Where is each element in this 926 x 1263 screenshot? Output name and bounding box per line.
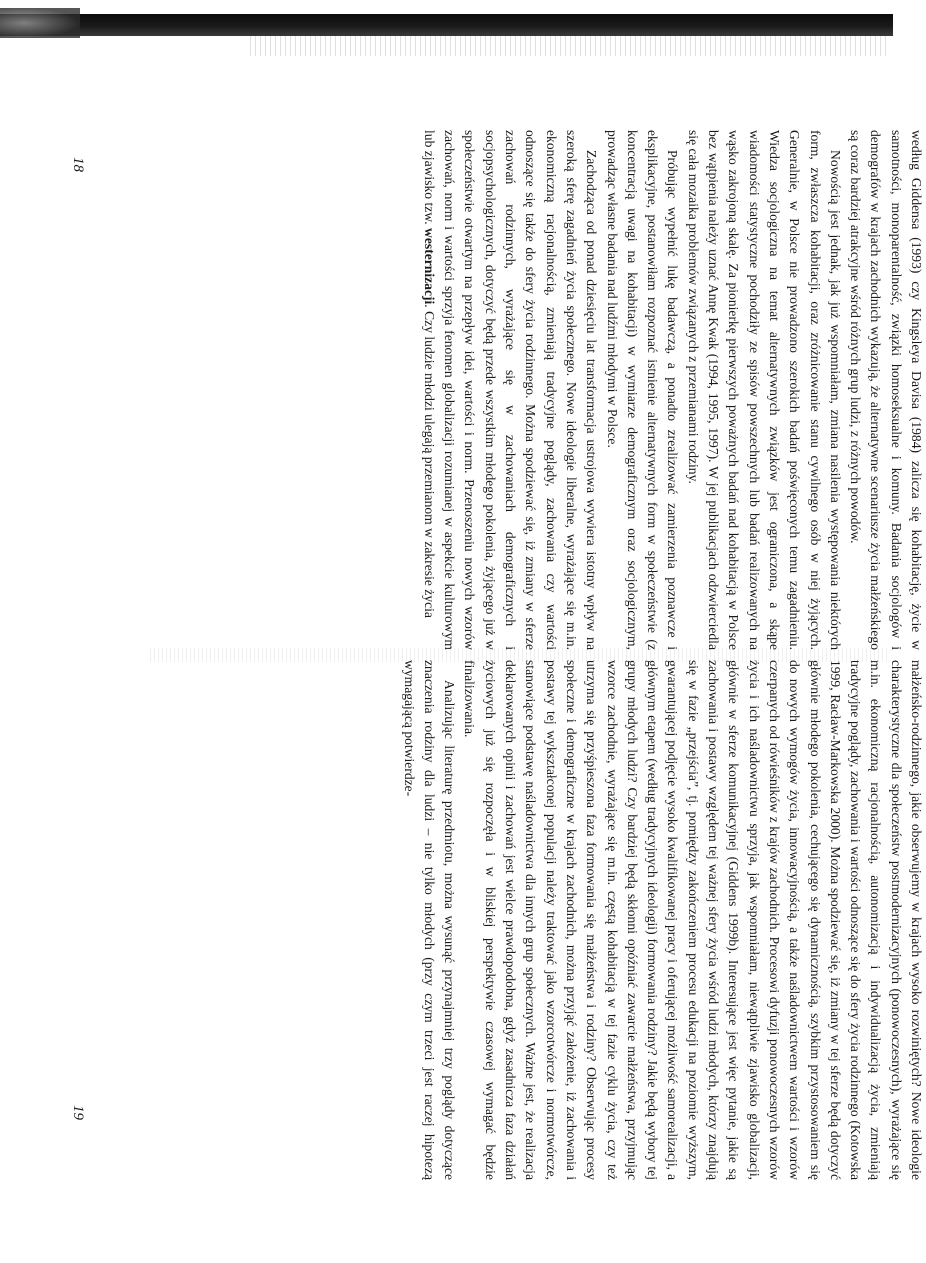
page-18 xyxy=(186,130,926,650)
paragraph: małżeńsko-rodzinnego, jakie obserwujemy w krajach wysoko rozwiniętych? Nowe ideologie charakterystyczne dla społeczeństw postmodernizacyjnych (ponowoczesnych), wyrażające się m.in. ekonomiczną racjonalnością, autonomizacją i indywidualizacją życia, zmieniają tradycyjne poglądy, zachowania i wartości odnoszące się do sfery życia rodzinnego (Kotowska 1999, Racław-Markowska 2000). Można spodziewać się, iż zmiany w tej sferze będą dotyczyć głównie młodego pokolenia, cechującego się dynamicznością, szybkim przystosowaniem się do nowych wymogów życia, innowacyjnością, a także naśladownictwem wartości i wzorów czerpanych od rówieśników z krajów zachodnich. Procesowi dyfuzji ponowoczesnych wzorów życia i ich naśladownictwu sprzyja, jak wspomniałam, niewątpliwie zjawisko globalizacji, głównie w sferze komunikacyjnej (Giddens 1999b). Interesujące jest więc pytanie, jakie są zachowania i postawy względem tej ważnej sfery życia wśród ludzi młodych, którzy znajdują się w fazie „przejścia”, tj. pomiędzy zakończeniem procesu edukacji na poziomie wyższym, gwarantującej podjęcie wysoko kwalifikowanej pracy i oferującej możliwość samorealizacji, a głównym etapem (według tradycyjnych ideologii) formowania rodziny? Jakie będą wybory tej grupy młodych ludzi? Czy bardziej będą skłonni opóźniać zawarcie małżeństwa, przyjmując wzorce zachodnie, wyrażające się m.in. częstą kohabitacją w tej fazie cyklu życia, czy też utrzyma się przyśpieszona faza formowania się małżeństwa i rodziny? Obserwując procesy społeczne i demograficzne w krajach zachodnich, można przyjąć założenie, iż zachowania i postawy tej wykształconej populacji należy traktować jako wzorcotwórcze i normotwórcze, stanowiące podstawę naśladownictwa dla innych grup społecznych. Ważne jest, że realizacja deklarowanych opinii i zachowań jest wielce prawdopodobna, gdyż zasadnicza faza działań życiowych już się rozpoczęła i w bliskiej perspektywie czasowej wymagać będzie finalizowania. xyxy=(462,660,924,1180)
paragraph-text: . Czy ludzie młodzi ulegają przemianom w zakresie życia xyxy=(421,304,437,618)
page-19 xyxy=(186,660,926,1180)
paragraph xyxy=(419,130,602,650)
paragraph: według Giddensa (1993) czy Kingsleya Davisa (1984) zalicza się kohabitację, życie w samotności, monoparentalność, związki homoseksualne i komuny. Badania socjologów i demografów w krajach zachodnich wykazują, że alternatywne scenariusze życia małżeńskiego są coraz bardziej atrakcyjne wśród różnych grup ludzi, z różnych powodów. xyxy=(848,130,924,650)
page-number: 18 xyxy=(70,157,86,172)
paragraph: Nowością jest jednak, jak już wspomniałam, zmiana nasilenia występowania niektórych form, zwłaszcza kohabitacji, oraz zróżnicowanie stanu cywilnego osób w niej żyjących. Generalnie, w Polsce nie prowadzono szerokich badań poświęconych temu zagadnieniu. Wiedza socjologiczna na temat alternatywnych związków jest ograniczona, a skąpe wiadomości statystyczne pochodziły ze spisów powszechnych lub badań realizowanych na wąsko zakrojoną skalę. Za pionierkę pierwszych poważnych badań nad kohabitacją w Polsce bez wątpienia należy uznać Annę Kwak (1994, 1995, 1997). W jej publikacjach odzwierciedla się cała mozaika problemów związanych z przemianami rodziny. xyxy=(685,130,843,650)
bold-term: westernizacji xyxy=(421,228,437,305)
paragraph-text: Zachodząca od ponad dziesięciu lat transformacja ustrojowa wywiera istotny wpływ na szeroką sferę zagadnień życia społecznego. Nowe ideologie liberalne, wyrażające się m.in. ekonomiczną racjonalnością, zmieniają tradycyjne poglądy, zachowania czy wartości odnoszące się także do sfery życia rodzinnego. Można spodziewać się, iż zmiany w sferze zachowań rodzinnych, wyrażające się w zachowaniach demograficznych i socjopsychologicznych, dotyczyć będą przede wszystkim młodego pokolenia, żyjącego już w społeczeństwie otwartym na przepływ idei, wartości i norm. Przenoszeniu nowych wzorów zachowań, norm i wartości sprzyja fenomen globalizacji rozumianej w aspekcie kulturowym lub zjawisko tzw. xyxy=(421,130,600,650)
paragraph: Próbując wypełnić lukę badawczą, a ponadto zrealizować zamierzenia poznawcze i eksplikacyjne, postanowiłam rozpoznać istnienie alternatywnych form w społeczeństwie (z koncentracją uwagi na kohabitacji) w wymiarze demograficznym oraz socjologicznym, prowadząc własne badania nad ludźmi młodymi w Polsce. xyxy=(604,130,681,650)
paragraph: Analizując literaturę przedmiotu, można wysunąć przynajmniej trzy poglądy dotyczące znaczenia rodziny dla ludzi – nie tylko młodych (przy czym trzeci jest raczej hipotezą wymagającą potwierdze- xyxy=(401,660,458,1180)
page-number: 19 xyxy=(70,1105,86,1120)
